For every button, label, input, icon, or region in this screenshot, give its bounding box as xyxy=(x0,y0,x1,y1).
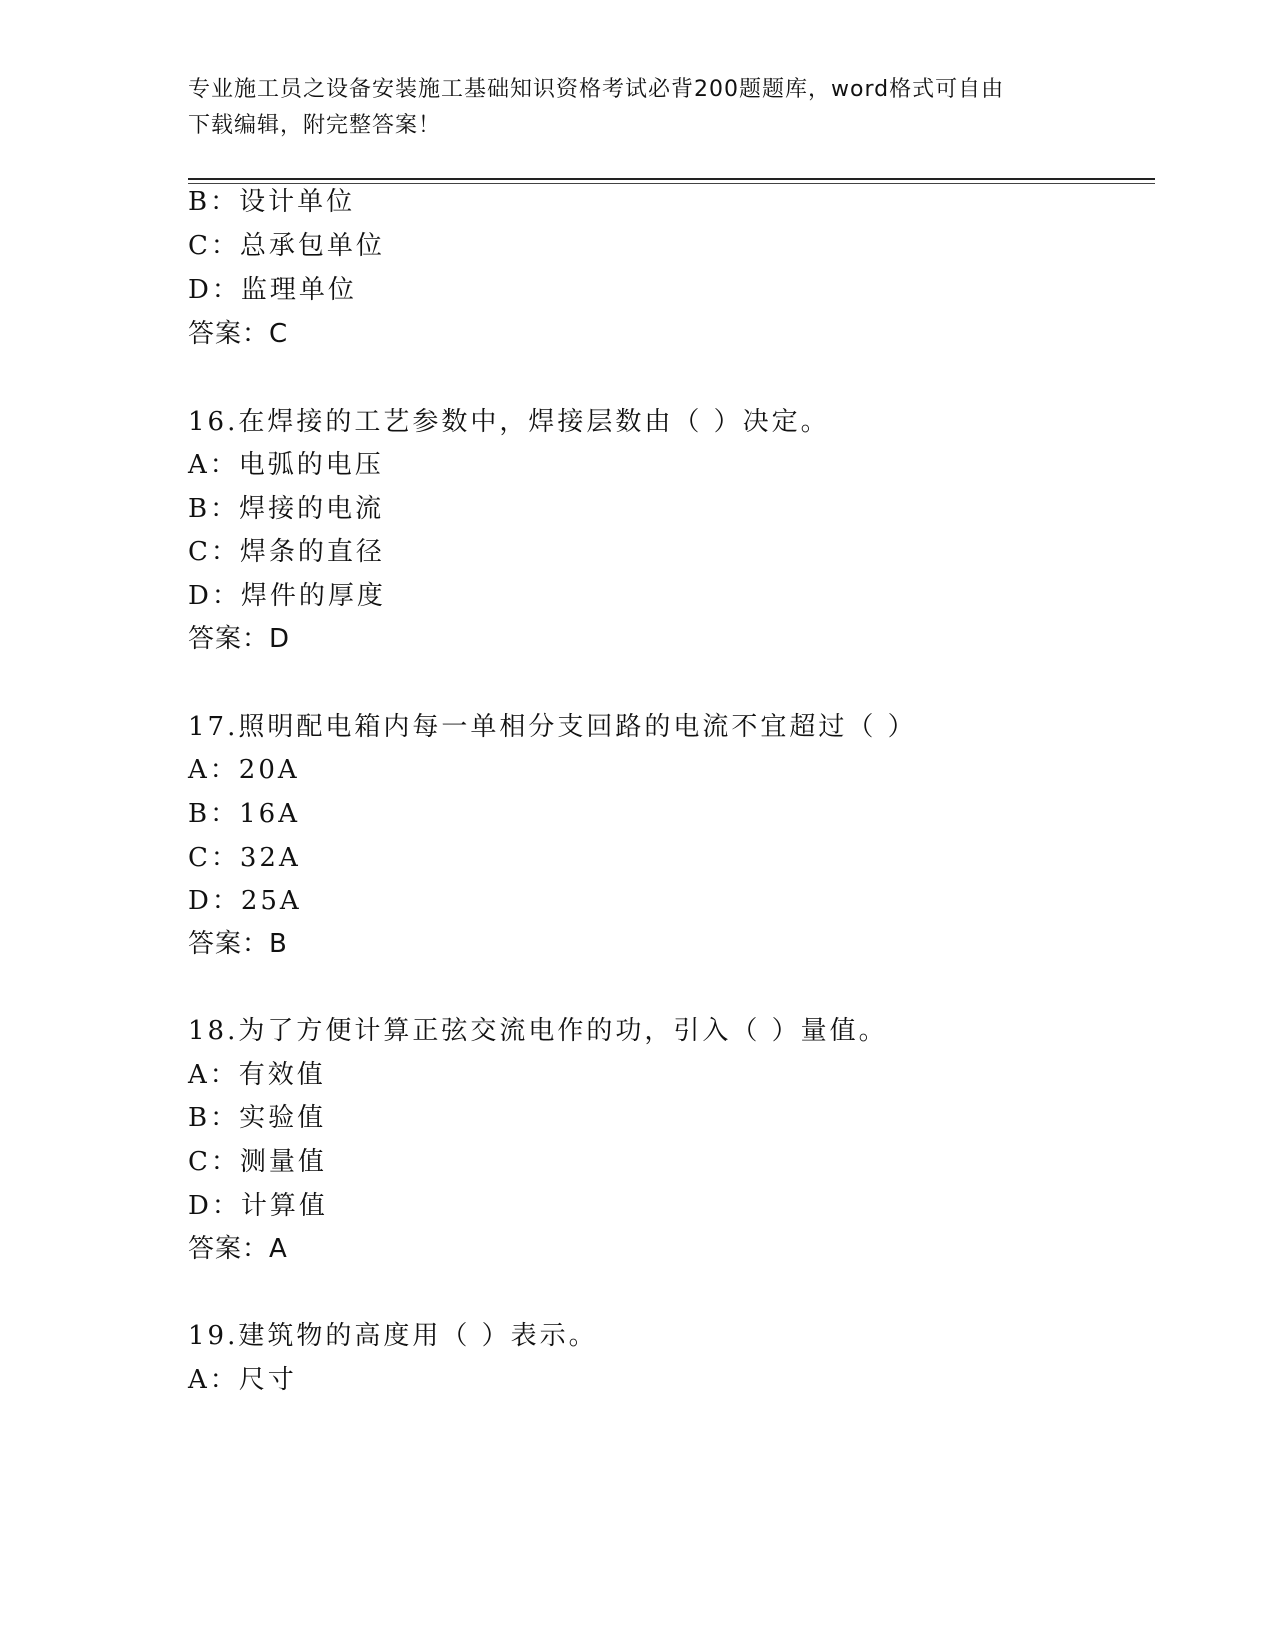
q16-option-d: D：焊件的厚度 xyxy=(188,581,386,611)
q16-option-b: B：焊接的电流 xyxy=(188,494,385,524)
q18-option-c: C：测量值 xyxy=(188,1147,327,1177)
header-line-1: 专业施工员之设备安装施工基础知识资格考试必背200题题库，word格式可自由 xyxy=(188,77,1005,102)
q17-option-d: D：25A xyxy=(188,886,302,916)
q17-answer: 答案：B xyxy=(188,929,288,959)
q18-answer: 答案：A xyxy=(188,1234,288,1264)
q17-option-a: A：20A xyxy=(188,755,300,785)
q18-option-b: B：实验值 xyxy=(188,1103,327,1133)
header-line-2: 下载编辑，附完整答案！ xyxy=(188,113,442,138)
q15-option-d: D：监理单位 xyxy=(188,275,357,305)
q17-option-c: C：32A xyxy=(188,843,301,873)
q17-option-b: B：16A xyxy=(188,799,300,829)
header-divider-thin xyxy=(188,183,1155,184)
q18-stem: 18.为了方便计算正弦交流电作的功，引入（ ）量值。 xyxy=(188,1016,888,1046)
document-header xyxy=(188,72,1068,144)
q16-option-a: A：电弧的电压 xyxy=(188,450,384,480)
q16-answer: 答案：D xyxy=(188,624,291,654)
header-divider xyxy=(188,178,1155,180)
q17-stem: 17.照明配电箱内每一单相分支回路的电流不宜超过（ ） xyxy=(188,712,917,742)
q19-option-a: A：尺寸 xyxy=(188,1365,297,1395)
q15-option-b: B：设计单位 xyxy=(188,187,356,217)
q16-option-c: C：焊条的直径 xyxy=(188,537,385,567)
q15-option-c: C：总承包单位 xyxy=(188,231,385,261)
q16-stem: 16.在焊接的工艺参数中，焊接层数由（ ）决定。 xyxy=(188,407,830,437)
q18-option-d: D：计算值 xyxy=(188,1191,328,1221)
q18-option-a: A：有效值 xyxy=(188,1060,326,1090)
q15-answer: 答案：C xyxy=(188,319,289,349)
q19-stem: 19.建筑物的高度用（ ）表示。 xyxy=(188,1321,598,1351)
